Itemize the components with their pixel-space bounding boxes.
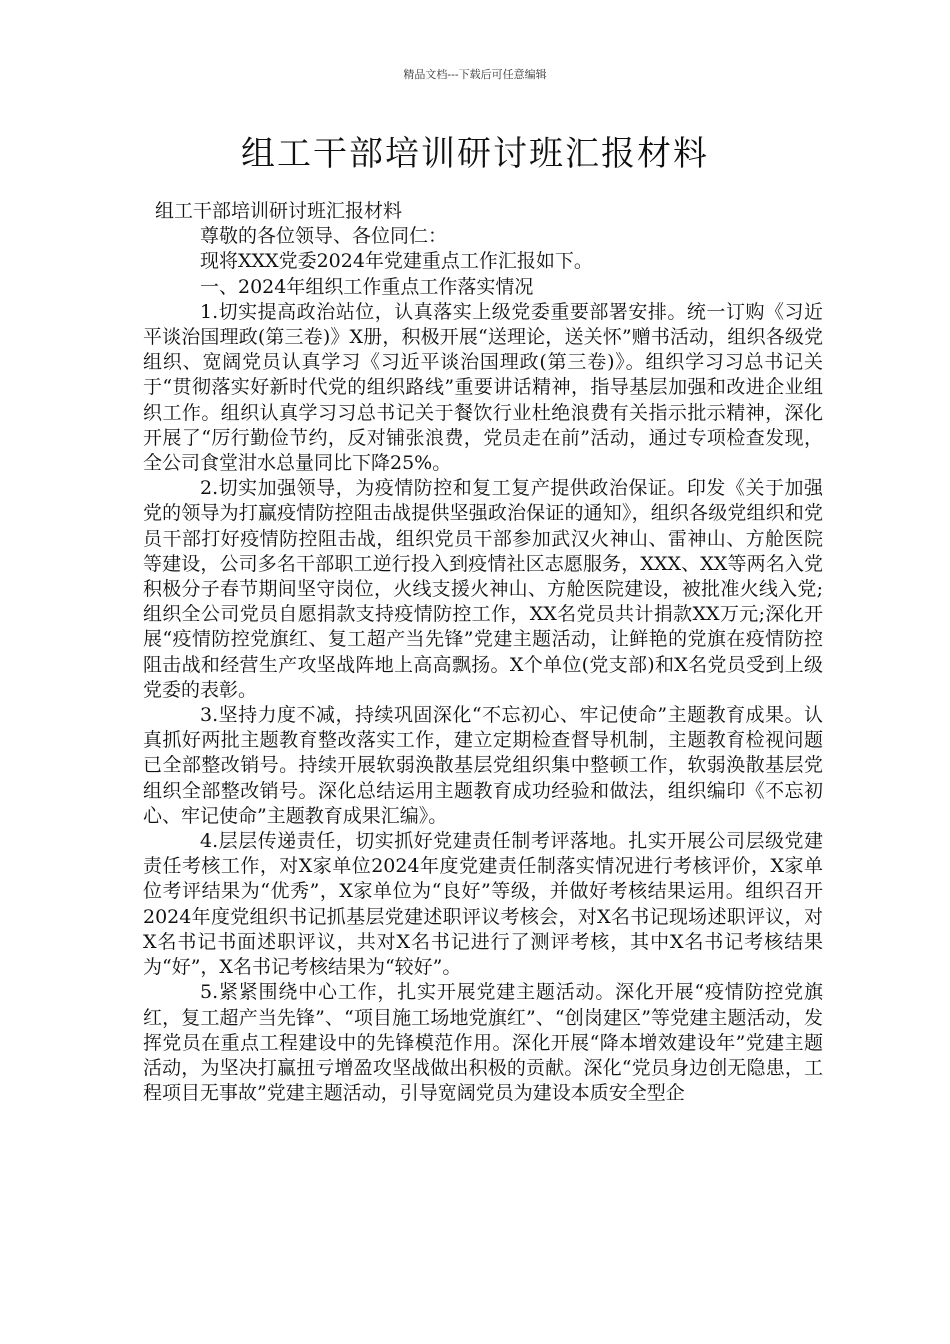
paragraph-3: 3.坚持力度不减，持续巩固深化“不忘初心、牢记使命”主题教育成果。认真抓好两批主题教育整改落实工作，建立定期检查督导机制，主题教育检视问题已全部整改销号。持续开展软弱涣散基层党组织集中整顿工作，软弱涣散基层党组织全部整改销号。深化总结运用主题教育成功经验和做法，组织编印《不忘初心、牢记使命”主题教育成果汇编》。 [143,704,823,827]
document-body [143,199,823,1106]
paragraph-2: 2.切实加强领导，为疫情防控和复工复产提供政治保证。印发《关于加强党的领导为打赢疫情防控阻击战提供坚强政治保证的通知》，组织各级党组织和党员干部打好疫情防控阻击战，组织党员干部参加武汉火神山、雷神山、方舱医院等建设，公司多名干部职工逆行投入到疫情社区志愿服务，XXX、XX等两名入党积极分子春节期间坚守岗位，火线支援火神山、方舱医院建设，被批准火线入党;组织全公司党员自愿捐款支持疫情防控工作，XX名党员共计捐款XX万元;深化开展“疫情防控党旗红、复工超产当先锋”党建主题活动，让鲜艳的党旗在疫情防控阻击战和经营生产攻坚战阵地上高高飘扬。X个单位(党支部)和X名党员受到上级党委的表彰。 [143,477,823,701]
salutation: 尊敬的各位领导、各位同仁： [200,225,448,248]
page-header-note: 精品文档---下载后可任意编辑 [403,68,547,81]
paragraph-4: 4.层层传递责任，切实抓好党建责任制考评落地。扎实开展公司层级党建责任考核工作，对X家单位2024年度党建责任制落实情况进行考核评价，X家单位考评结果为“优秀”，X家单位为“良好”等级，并做好考核结果运用。组织召开2024年度党组织书记抓基层党建述职评议考核会，对X名书记现场述职评议，对X名书记书面述职评议，共对X名书记进行了测评考核，其中X名书记考核结果为“好”，X名书记考核结果为“较好”。 [143,830,823,979]
paragraph-1: 1.切实提高政治站位，认真落实上级党委重要部署安排。统一订购《习近平谈治国理政(第三卷)》X册，积极开展“送理论，送关怀”赠书活动，组织各级党组织、宽阔党员认真学习《习近平谈治国理政(第三卷)》。组织学习习总书记关于“贯彻落实好新时代党的组织路线”重要讲话精神，指导基层加强和改进企业组织工作。组织认真学习习总书记关于餐饮行业杜绝浪费有关指示批示精神，深化开展了“厉行勤俭节约，反对铺张浪费，党员走在前”活动，通过专项检查发现，全公司食堂泔水总量同比下降25%。 [143,300,823,475]
section-heading: 一、2024年组织工作重点工作落实情况 [200,275,534,298]
document-title: 组工干部培训研讨班汇报材料 [241,134,709,174]
document-subtitle: 组工干部培训研讨班汇报材料 [155,200,403,222]
intro-line: 现将XXX党委2024年党建重点工作汇报如下。 [200,250,593,273]
paragraph-5: 5.紧紧围绕中心工作，扎实开展党建主题活动。深化开展“疫情防控党旗红，复工超产当先锋”、“项目施工场地党旗红”、“创岗建区”等党建主题活动，发挥党员在重点工程建设中的先锋模范作用。深化开展“降本增效建设年”党建主题活动，为坚决打赢扭亏增盈攻坚战做出积极的贡献。深化“党员身边创无隐患，工程项目无事故”党建主题活动，引导宽阔党员为建设本质安全型企 [143,981,823,1105]
